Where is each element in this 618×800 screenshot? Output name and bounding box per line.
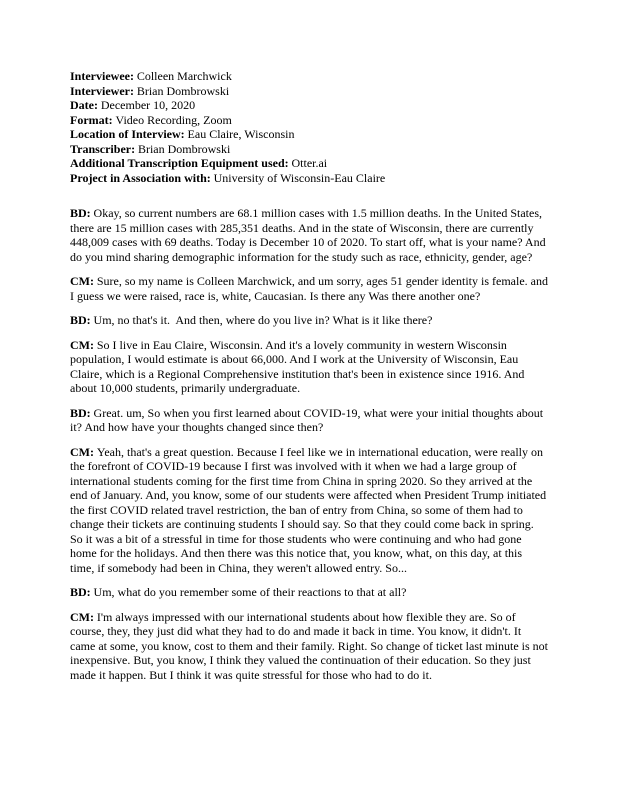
transcript-paragraph [70, 406, 548, 435]
metadata-value: University of Wisconsin-Eau Claire [213, 170, 386, 185]
speech-text: Um, no that's it. And then, where do you live in? What is it like there? [93, 313, 433, 327]
metadata-label: Transcriber: [70, 141, 136, 156]
speech-text: So I live in Eau Claire, Wisconsin. And it's a lovely community in western Wisconsin population, I would estimate is about 66,000. And I work at the University of Wisconsin, Eau Claire, which is a Regional Comprehensive institution that's been in existence since 1916. And about 10,000 students, primarily undergraduate. [70, 337, 528, 395]
transcript-paragraph [70, 445, 548, 576]
speech-text: Um, what do you remember some of their reactions to that at all? [93, 585, 407, 599]
transcript-paragraph [70, 206, 548, 264]
metadata-value: December 10, 2020 [100, 98, 196, 112]
metadata-value: Eau Claire, Wisconsin [187, 127, 295, 141]
transcript-paragraph [70, 609, 552, 683]
metadata-row-project [70, 171, 548, 186]
metadata-row-equipment [70, 156, 548, 171]
speaker-label: CM: [70, 444, 94, 459]
speech-text: Great. um, So when you first learned about COVID-19, what were your initial thoughts about it? And how have your thoughts changed since then? [70, 405, 547, 434]
speaker-label: CM: [70, 274, 94, 288]
speaker-label: BD: [70, 405, 91, 420]
speaker-label: BD: [70, 585, 91, 599]
metadata-value: Brian Dombrowski [137, 141, 231, 156]
speech-text: Sure, so my name is Colleen Marchwick, and um sorry, ages 51 gender identity is female. and I guess we were raised, race is, white, Caucasian. Is there any Was there another one? [70, 274, 551, 303]
metadata-row-transcriber [70, 142, 548, 157]
speech-text: I'm always impressed with our international students about how flexible they are. So of course, they, they just did what they had to do and made it back in time. You know, it didn't. It came at some, you know, cost to them and their family. Right. So change of ticket last minute is not inexpensive. But, you know, I think they valued the continuation of their education. So they just made it happen. But I think it was quite stressful for those who had to do it. [70, 609, 552, 682]
metadata-row-date [70, 98, 548, 113]
metadata-label: Additional Transcription Equipment used: [70, 156, 289, 170]
transcript-paragraph [70, 313, 548, 328]
metadata-label: Date: [70, 98, 98, 112]
metadata-value: Colleen Marchwick [136, 69, 232, 83]
speaker-label: CM: [70, 337, 94, 352]
metadata-row-interviewer [70, 84, 548, 99]
transcript-paragraph [70, 585, 548, 600]
metadata-value: Otter.ai [291, 156, 328, 170]
metadata-label: Format: [70, 112, 113, 127]
transcript-body [70, 206, 552, 682]
metadata-label: Project in Association with: [70, 170, 211, 185]
speaker-label: BD: [70, 206, 91, 220]
metadata-label: Interviewee: [70, 69, 134, 83]
metadata-value: Video Recording, Zoom [115, 112, 232, 127]
metadata-row-format [70, 113, 548, 128]
metadata-value: Brian Dombrowski [136, 83, 230, 98]
speech-text: Okay, so current numbers are 68.1 million cases with 1.5 million deaths. In the United States, there are 15 million cases with 285,351 deaths. And in the state of Wisconsin, there are currently 448,009 cases with 69 deaths. Today is December 10 of 2020. To start off, what is your name? And do you mind sharing demographic information for the study such as race, ethnicity, gender, age? [70, 206, 549, 264]
speech-text: Yeah, that's a great question. Because I feel like we in international education, were really on the forefront of COVID-19 because I first was involved with it when we had a large group of international students coming for the first time from China in spring 2020. So they arrived at the end of January. And, you know, some of our students were affected when President Trump initiated the first COVID related travel restriction, the ban of entry from China, so some of them had to change their tickets are continuing students I should say. So that they could come back in spring. So it was a bit of a stressful in time for those students who were continuing and who had gone home for the holidays. And then there was this notice that, you know, what, on this day, at this time, if somebody had been in China, they weren't allowed entry. So... [70, 444, 550, 575]
metadata-row-interviewee [70, 69, 548, 84]
speaker-label: BD: [70, 313, 91, 327]
transcript-paragraph [70, 338, 548, 396]
metadata-row-location [70, 127, 548, 142]
metadata-block [70, 69, 548, 185]
speaker-label: CM: [70, 609, 94, 624]
metadata-label: Location of Interview: [70, 127, 185, 141]
metadata-label: Interviewer: [70, 83, 134, 98]
transcript-paragraph [70, 274, 551, 303]
